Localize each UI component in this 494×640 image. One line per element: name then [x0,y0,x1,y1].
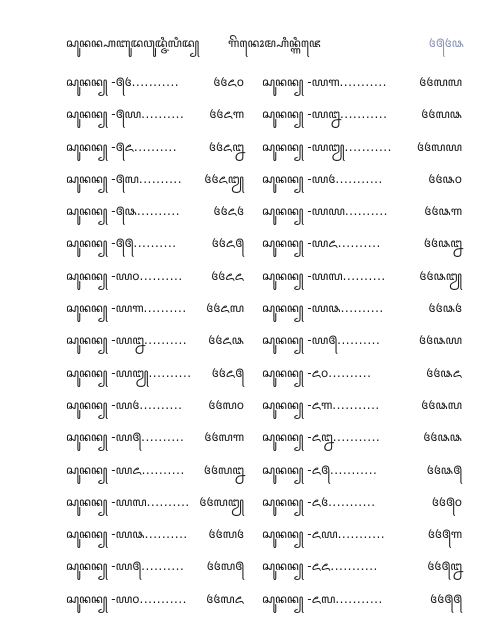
toc-dot-leader: .......... [148,365,192,380]
toc-entry-label: ꦱꦸꦤꦤ꧀ -꧙꧗ [66,494,147,509]
toc-entry-label: ꦱꦸꦤꦤ꧀ -꧙꧕ [262,333,338,348]
toc-dot-leader: ........... [335,591,383,606]
toc-entry-page-number: ꧔꧔꧕꧑ [427,527,462,542]
toc-entry-page-number: ꧔꧔꧖꧘ [208,333,244,348]
toc-entry [262,268,462,300]
toc-entry-page-number: ꧔꧔꧗꧑ [204,430,244,445]
toc-entry [262,591,462,623]
toc-entry-label: ꦱꦸꦤꦤ꧀ -꧙꧑ [66,301,144,316]
toc-dot-leader: .......... [136,204,181,219]
toc-entry [66,429,244,461]
toc-entry-label: ꦱꦸꦤꦤ꧀ -꧙꧒ [262,107,340,122]
toc-entry-label: ꦱꦸꦤꦤ꧀ -꧙꧘ [262,301,341,316]
toc-entry-page-number: ꧔꧔꧖꧐ [213,75,244,89]
toc-entry-page-number: ꧔꧔꧖꧑ [209,107,244,122]
toc-dot-leader: ........... [337,527,386,542]
toc-entry [262,462,462,494]
toc-entry-label: ꦱꦸꦤꦤ꧀ -꧙꧓ [262,139,345,154]
toc-entry-label: ꦱꦸꦤꦤ꧀ -꧙꧕ [66,559,142,574]
toc-entry [66,365,244,397]
toc-entry-page-number: ꧔꧔꧖꧒ [208,139,244,154]
header-book-title: ꦱꦸꦤꦤ꧀ꦲꦧꦸꦢꦮꦸꦢ꧀ꦗꦶꦭꦶꦢ꧀ [66,36,200,50]
toc-column-right [262,74,462,623]
toc-dot-leader: .......... [340,301,384,316]
toc-entry-page-number: ꧔꧔꧖꧖ [211,268,244,283]
toc-entry [262,494,462,526]
toc-dot-leader: .......... [139,397,183,412]
toc-entry [262,74,462,106]
toc-entry-page-number: ꧔꧔꧘꧐ [428,171,462,186]
toc-entry-label: ꦱꦸꦤꦤ꧀ -꧕꧖ [66,139,134,154]
toc-entry-page-number: ꧔꧔꧗꧒ [203,462,244,477]
toc-entry [66,268,244,300]
toc-entry [66,106,244,138]
toc-entry-label: ꦱꦸꦤꦤ꧀ -꧖꧒ [262,430,333,445]
toc-dot-leader: ........... [330,559,378,574]
toc-entry-page-number: ꧔꧔꧘꧔ [428,301,462,316]
toc-dot-leader: .......... [337,236,381,251]
toc-dot-leader: .......... [141,462,185,477]
toc-entry-label: ꦱꦸꦤꦤ꧀ -꧕꧘ [66,204,137,219]
toc-entry-page-number: ꧔꧔꧗꧕ [206,559,244,574]
toc-entry-label: ꦱꦸꦤꦤ꧀ -꧕꧕ [66,236,134,251]
toc-dot-leader: .......... [138,171,183,186]
toc-entry-label: ꦱꦸꦤꦤ꧀ -꧙꧖ [262,236,338,251]
toc-entry-page-number: ꧔꧔꧗꧙ [416,139,462,154]
toc-entry-label: ꦱꦸꦤꦤ꧀ -꧙꧖ [66,462,142,477]
toc-dot-leader: .......... [141,430,185,445]
toc-entry-page-number: ꧔꧔꧘꧘ [423,430,462,445]
toc-entry-label: ꦱꦸꦤꦤ꧀ -꧙꧓ [66,365,149,380]
toc-entry [262,397,462,429]
toc-entry-page-number: ꧔꧔꧘꧓ [419,268,462,283]
toc-entry [262,526,462,558]
toc-entry-page-number: ꧔꧔꧖꧗ [206,301,244,316]
toc-entry-label: ꦱꦸꦤꦤ꧀ -꧖꧖ [262,559,331,574]
toc-entry-page-number: ꧔꧔꧘꧖ [426,365,462,380]
toc-entry-label: ꦱꦸꦤꦤ꧀ -꧙꧘ [66,527,145,542]
toc-entry-page-number: ꧔꧔꧘꧒ [423,236,462,251]
toc-entry-label: ꦱꦸꦤꦤ꧀ -꧙꧐ [66,591,140,606]
toc-dot-leader: .......... [141,559,185,574]
toc-entry [66,203,244,235]
toc-dot-leader: .......... [141,107,185,122]
toc-entry-label: ꦱꦸꦤꦤ꧀ -꧖꧔ [262,494,329,509]
toc-entry-label: ꦱꦸꦤꦤ꧀ -꧙꧙ [262,204,345,219]
toc-dot-leader: .......... [143,333,188,348]
toc-entry [66,558,244,590]
toc-entry-page-number: ꧔꧔꧘꧑ [424,204,462,219]
toc-dot-leader: .......... [342,268,386,283]
toc-entry-label: ꦱꦸꦤꦤ꧀ -꧙꧐ [66,268,140,283]
toc-entry-label: ꦱꦸꦤꦤ꧀ -꧙꧔ [66,397,140,412]
toc-entry [66,397,244,429]
toc-entry-label: ꦱꦸꦤꦤ꧀ -꧖꧕ [262,462,330,477]
toc-entry-label: ꦱꦸꦤꦤ꧀ -꧖꧗ [262,591,336,606]
toc-dot-leader: ........... [344,139,392,154]
toc-entry [262,106,462,138]
toc-dot-leader: .......... [133,236,177,251]
toc-entry-label: ꦱꦸꦤꦤ꧀ -꧖꧑ [262,397,333,412]
toc-dot-leader: ........... [335,171,383,186]
header-page-number: ꧔꧕꧔꧘ [428,36,464,50]
toc-entry-page-number: ꧔꧔꧕꧒ [427,559,462,574]
toc-entry [66,74,244,106]
toc-entry [66,462,244,494]
toc-entry-label: ꦱꦸꦤꦤ꧀ -꧕꧔ [66,75,132,89]
toc-entry [262,332,462,364]
toc-entry [262,429,462,461]
toc-entry [66,494,244,526]
toc-entry [66,526,244,558]
toc-entry-label: ꦱꦸꦤꦤ꧀ -꧙꧑ [262,75,340,89]
toc-entry-page-number: ꧔꧔꧖꧔ [213,204,244,219]
toc-entry-label: ꦱꦸꦤꦤ꧀ -꧙꧗ [262,268,343,283]
toc-dot-leader: .......... [337,333,381,348]
toc-entry-label: ꦱꦸꦤꦤ꧀ -꧖꧙ [262,527,338,542]
toc-dot-leader: .......... [328,365,372,380]
toc-entry-page-number: ꧔꧔꧗꧘ [421,107,462,122]
toc-entry [66,332,244,364]
toc-entry-page-number: ꧔꧔꧘꧗ [421,397,462,412]
page-header [66,34,464,56]
toc-entry [66,591,244,623]
toc-entry-page-number: ꧔꧔꧖꧓ [204,171,244,186]
toc-column-left [66,74,244,623]
toc-dot-leader: ........... [329,462,378,477]
toc-entry-label: ꦱꦸꦤꦤ꧀ -꧖꧐ [262,365,329,380]
toc-dot-leader: ........... [339,107,388,122]
toc-dot-leader: .......... [143,301,187,316]
toc-dot-leader: .......... [144,527,188,542]
toc-entry-label: ꦱꦸꦤꦤ꧀ -꧙꧔ [262,171,336,186]
toc-dot-leader: ........... [332,397,380,412]
toc-dot-leader: ........... [131,75,180,89]
toc-dot-leader: .......... [344,204,388,219]
toc-dot-leader: ........... [339,75,387,89]
toc-entry-label: ꦱꦸꦤꦤ꧀ -꧙꧕ [66,430,142,445]
toc-entry [262,171,462,203]
toc-entry-page-number: ꧔꧔꧖꧕ [211,365,244,380]
toc-entry-label: ꦱꦸꦤꦤ꧀ -꧕꧙ [66,107,142,122]
toc-entry [66,139,244,171]
toc-entry-page-number: ꧔꧔꧕꧐ [431,494,462,509]
toc-entry [66,235,244,267]
toc-entry-page-number: ꧔꧔꧗꧓ [199,494,244,509]
toc-dot-leader: ........... [139,591,187,606]
toc-entry-label: ꦱꦸꦤꦤ꧀ -꧙꧒ [66,333,144,348]
toc-entry [262,365,462,397]
toc-entry-page-number: ꧔꧔꧕꧕ [430,591,462,606]
toc-entry-page-number: ꧔꧔꧘꧕ [426,462,462,477]
toc-entry-page-number: ꧔꧔꧗꧖ [206,591,244,606]
toc-dot-leader: .......... [133,139,178,154]
header-section-title: ꦒꦼꦤꦺꦴꦩ꧀ꦲꦶꦤ꧀ꦒꦶꦗꦺ [228,36,321,50]
toc-entry-page-number: ꧔꧔꧘꧙ [418,333,462,348]
toc-entry-page-number: ꧔꧔꧗꧔ [208,527,244,542]
toc-entry [262,139,462,171]
toc-entry [262,203,462,235]
toc-dot-leader: ........... [328,494,376,509]
toc-entry [66,300,244,332]
toc-entry-page-number: ꧔꧔꧗꧐ [208,397,244,412]
toc-dot-leader: .......... [139,268,183,283]
toc-entry-page-number: ꧔꧔꧖꧕ [211,236,244,251]
toc-entry [262,558,462,590]
toc-entry-label: ꦱꦸꦤꦤ꧀ -꧕꧗ [66,171,139,186]
toc-entry [262,235,462,267]
toc-dot-leader: ........... [332,430,381,445]
toc-dot-leader: .......... [146,494,190,509]
toc-entry-page-number: ꧔꧔꧗꧗ [419,75,462,89]
toc-entry [66,171,244,203]
toc-entry [262,300,462,332]
